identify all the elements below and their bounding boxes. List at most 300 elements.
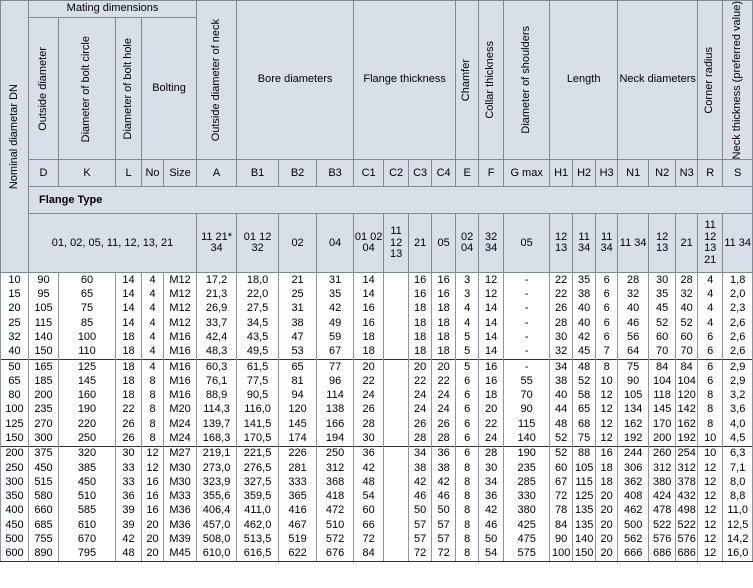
- table-cell: 8: [456, 518, 479, 532]
- table-cell: 755: [29, 533, 59, 547]
- table-cell: 18: [409, 331, 432, 345]
- table-cell: 36: [116, 490, 142, 504]
- table-cell: [384, 504, 409, 518]
- table-cell: 194: [317, 432, 354, 447]
- table-cell: 16,0: [723, 547, 753, 562]
- table-cell: 18: [354, 345, 384, 360]
- table-cell: 50: [479, 533, 504, 547]
- table-cell: 46: [409, 490, 432, 504]
- table-cell: 6: [596, 302, 618, 316]
- table-cell: 16: [409, 273, 432, 288]
- symbol-cell: N3: [676, 160, 698, 187]
- table-cell: 235: [29, 403, 59, 417]
- table-cell: 34: [550, 360, 573, 375]
- table-cell: 24: [432, 403, 456, 417]
- table-cell: 22: [432, 374, 456, 388]
- table-cell: 18: [409, 316, 432, 330]
- table-cell: 55: [504, 374, 550, 388]
- table-cell: 14: [116, 273, 142, 288]
- table-cell: [384, 547, 409, 562]
- table-cell: M36: [164, 504, 197, 518]
- table-cell: 145: [279, 417, 317, 431]
- table-cell: 235: [504, 461, 550, 475]
- table-cell: 34: [409, 446, 432, 461]
- table-cell: 6: [698, 374, 723, 388]
- table-cell: 467: [279, 518, 317, 532]
- table-cell: 141,5: [237, 417, 279, 431]
- flange-type-cell: 01 12 32: [237, 214, 279, 273]
- table-cell: 30: [479, 461, 504, 475]
- table-cell: 46: [618, 316, 649, 330]
- table-cell: 8: [142, 389, 164, 403]
- table-cell: 116,0: [237, 403, 279, 417]
- table-cell: 7,1: [723, 461, 753, 475]
- table-cell: 522: [649, 518, 676, 532]
- table-cell: 226: [279, 446, 317, 461]
- table-cell: 32: [676, 288, 698, 302]
- table-cell: 385: [59, 461, 116, 475]
- table-cell: 45: [649, 302, 676, 316]
- table-cell: 38: [550, 374, 573, 388]
- table-cell: 6: [596, 273, 618, 288]
- symbol-cell: N2: [649, 160, 676, 187]
- table-cell: [384, 518, 409, 532]
- table-cell: 4: [698, 316, 723, 330]
- table-cell: 135: [573, 504, 596, 518]
- table-cell: 4: [698, 273, 723, 288]
- table-cell: 14: [479, 302, 504, 316]
- flange-type-cell: 12 13: [550, 214, 573, 273]
- table-cell: 323,9: [197, 476, 237, 490]
- table-cell: 52: [573, 374, 596, 388]
- table-cell: 28: [354, 417, 384, 431]
- symbol-cell: K: [59, 160, 116, 187]
- table-header: [1, 1, 753, 273]
- table-cell: 572: [317, 533, 354, 547]
- collar-thickness-header: Collar thickness: [479, 1, 504, 160]
- table-cell: 94: [279, 389, 317, 403]
- table-cell: 273,0: [197, 461, 237, 475]
- table-row: [1, 316, 753, 330]
- table-cell: 42: [409, 476, 432, 490]
- table-cell: M45: [164, 547, 197, 562]
- table-cell: 32: [618, 288, 649, 302]
- table-cell: 45: [573, 345, 596, 360]
- table-cell: 14,2: [723, 533, 753, 547]
- table-cell: M24: [164, 417, 197, 431]
- table-cell: 380: [649, 476, 676, 490]
- table-cell: 120: [677, 389, 696, 402]
- table-cell: 26: [116, 432, 142, 447]
- table-cell: 378: [677, 475, 696, 488]
- flange-type-cell: 11 34: [723, 214, 753, 273]
- table-cell: 2,9: [723, 360, 753, 375]
- table-cell: 3: [456, 273, 479, 288]
- table-cell: 17,2: [197, 273, 237, 288]
- table-cell: 18: [409, 302, 432, 316]
- table-cell: 60,3: [197, 360, 237, 375]
- flange-type-cell: 11 34: [573, 214, 596, 273]
- flange-type-cell: 05: [432, 214, 456, 273]
- table-cell: 65: [573, 403, 596, 417]
- table-cell: 118: [649, 389, 676, 403]
- table-cell: 8: [456, 461, 479, 475]
- flange-type-cell: 02 04: [456, 214, 479, 273]
- table-cell: 90: [618, 374, 649, 388]
- table-cell: 6: [698, 360, 723, 375]
- table-cell: 8: [698, 403, 723, 417]
- table-row: [1, 331, 753, 345]
- table-cell: 686: [676, 547, 698, 562]
- bore-diameters-header: Bore diameters: [237, 1, 354, 160]
- table-cell: 22: [550, 273, 573, 288]
- table-cell: 2,9: [723, 374, 753, 388]
- table-cell: 125: [59, 360, 116, 375]
- table-cell: 425: [504, 518, 550, 532]
- flange-type-cell: 01, 02, 05, 11, 12, 13, 21: [29, 214, 197, 273]
- table-cell: 510: [317, 518, 354, 532]
- table-cell: 46: [479, 518, 504, 532]
- table-cell: 192: [618, 432, 649, 447]
- table-cell: 145: [649, 403, 676, 417]
- table-cell: 190: [504, 446, 550, 461]
- table-cell: 519: [279, 533, 317, 547]
- table-cell: 362: [618, 476, 649, 490]
- table-cell: 18: [354, 331, 384, 345]
- symbol-cell: B2: [279, 160, 317, 187]
- table-cell: 330: [504, 490, 550, 504]
- table-cell: 67: [317, 345, 354, 360]
- table-cell: 67: [550, 476, 573, 490]
- table-cell: [384, 476, 409, 490]
- table-cell: 18: [116, 389, 142, 403]
- flange-type-cell: 32 34: [479, 214, 504, 273]
- table-cell: 22: [409, 374, 432, 388]
- table-cell: 406,4: [197, 504, 237, 518]
- table-cell: M20: [164, 403, 197, 417]
- table-cell: 65: [59, 288, 116, 302]
- table-cell: 10: [596, 374, 618, 388]
- table-cell: 76,1: [197, 374, 237, 388]
- symbol-cell: N1: [618, 160, 649, 187]
- table-cell: [384, 316, 409, 330]
- table-cell: 42: [354, 461, 384, 475]
- table-cell: 6: [596, 316, 618, 330]
- symbol-cell: C2: [384, 160, 409, 187]
- table-cell: 20: [409, 360, 432, 375]
- table-cell: 14: [479, 316, 504, 330]
- table-cell: 12: [698, 504, 723, 518]
- flange-type-cell: 11 34: [618, 214, 649, 273]
- table-cell: 6: [456, 403, 479, 417]
- table-cell: 160: [59, 389, 116, 403]
- table-cell: 75: [573, 432, 596, 447]
- symbol-cell: D: [29, 160, 59, 187]
- mating-dimensions-header: Mating dimensions: [29, 1, 197, 18]
- table-row: [1, 461, 753, 475]
- table-cell: 31: [279, 302, 317, 316]
- table-cell: 96: [317, 374, 354, 388]
- table-cell: 2,6: [723, 345, 753, 360]
- table-cell: [384, 374, 409, 388]
- table-cell: 57: [409, 533, 432, 547]
- table-cell: 78: [550, 504, 573, 518]
- table-cell: -: [504, 316, 550, 330]
- table-cell: 49,5: [237, 345, 279, 360]
- table-cell: 185: [29, 374, 59, 388]
- table-cell: 115: [573, 476, 596, 490]
- table-cell: 57: [432, 533, 456, 547]
- table-cell: 20: [142, 518, 164, 532]
- table-cell: 686: [649, 547, 676, 562]
- table-cell: 450: [59, 476, 116, 490]
- table-cell: 50: [432, 504, 456, 518]
- table-cell: 300: [29, 432, 59, 447]
- flange-type-row: [1, 214, 753, 273]
- table-cell: 44: [550, 403, 573, 417]
- table-cell: M33: [164, 490, 197, 504]
- table-cell: 580: [29, 490, 59, 504]
- table-cell: 6: [596, 288, 618, 302]
- table-cell: 8,8: [723, 490, 753, 504]
- table-cell: 30: [550, 331, 573, 345]
- table-cell: 6: [456, 432, 479, 447]
- table-cell: 1,8: [723, 273, 753, 288]
- table-cell: 10: [698, 432, 723, 447]
- table-cell: 39: [116, 504, 142, 518]
- table-cell: M12: [164, 316, 197, 330]
- table-cell: 6: [456, 389, 479, 403]
- table-cell: 890: [29, 547, 59, 562]
- table-cell: 350: [1, 490, 29, 504]
- table-cell: 31: [317, 273, 354, 288]
- table-cell: 40: [618, 302, 649, 316]
- table-cell: 368: [317, 476, 354, 490]
- length-header: Length: [550, 1, 618, 160]
- table-cell: 18: [596, 461, 618, 475]
- table-row: [1, 490, 753, 504]
- table-cell: 60: [59, 273, 116, 288]
- table-cell: 42: [479, 504, 504, 518]
- table-cell: 400: [1, 504, 29, 518]
- table-cell: 42: [317, 302, 354, 316]
- table-cell: -: [504, 288, 550, 302]
- table-cell: 685: [29, 518, 59, 532]
- table-cell: 120: [279, 403, 317, 417]
- table-cell: 30: [116, 446, 142, 461]
- table-cell: 38: [573, 288, 596, 302]
- table-cell: 77,5: [237, 374, 279, 388]
- outside-diameter-neck-header: Outside diameter of neck: [197, 1, 237, 160]
- neck-diameters-header: Neck diameters: [618, 1, 698, 160]
- table-cell: 8: [596, 360, 618, 375]
- table-cell: 450: [1, 518, 29, 532]
- bolt-hole-header: Diameter of bolt hole: [116, 18, 142, 160]
- table-cell: 472: [317, 504, 354, 518]
- symbol-cell: R: [698, 160, 723, 187]
- table-cell: M39: [164, 533, 197, 547]
- table-cell: 408: [618, 490, 649, 504]
- table-cell: 12: [698, 547, 723, 562]
- table-cell: 28: [618, 273, 649, 288]
- table-cell: 4: [698, 288, 723, 302]
- table-cell: 42: [573, 331, 596, 345]
- table-cell: 12: [698, 533, 723, 547]
- table-cell: 84: [354, 547, 384, 562]
- table-cell: 52: [649, 316, 676, 330]
- table-cell: 168,3: [197, 432, 237, 447]
- table-cell: 100: [1, 403, 29, 417]
- table-cell: 670: [59, 533, 116, 547]
- table-cell: 20: [142, 533, 164, 547]
- table-row: [1, 389, 753, 403]
- table-cell: 35: [649, 288, 676, 302]
- table-row: [1, 476, 753, 490]
- flange-type-cell: 11 12 13 21: [698, 214, 723, 273]
- nominal-diameter-header: Nominal diametar DN: [1, 1, 29, 273]
- table-cell: 8: [698, 389, 723, 403]
- table-cell: 312: [649, 461, 676, 475]
- table-cell: 2,6: [723, 316, 753, 330]
- table-cell: 22: [479, 417, 504, 431]
- table-cell: 100: [550, 547, 573, 562]
- table-cell: 8: [142, 432, 164, 447]
- table-cell: 4: [698, 302, 723, 316]
- table-cell: 21: [279, 273, 317, 288]
- table-cell: 6: [456, 374, 479, 388]
- table-cell: 12: [596, 403, 618, 417]
- table-cell: M30: [164, 461, 197, 475]
- table-cell: 244: [618, 446, 649, 461]
- table-row: [1, 518, 753, 532]
- table-cell: 24: [409, 389, 432, 403]
- table-cell: 70: [504, 389, 550, 403]
- table-cell: 60: [649, 331, 676, 345]
- table-cell: 35: [573, 273, 596, 288]
- table-cell: 90: [29, 273, 59, 288]
- table-cell: 30: [354, 432, 384, 447]
- table-cell: 72: [432, 547, 456, 562]
- table-cell: 418: [317, 490, 354, 504]
- table-cell: 68: [573, 417, 596, 431]
- table-cell: 260: [649, 446, 676, 461]
- table-cell: 40: [550, 389, 573, 403]
- table-cell: 61,5: [237, 360, 279, 375]
- table-cell: 14: [116, 302, 142, 316]
- table-cell: 43,5: [237, 331, 279, 345]
- table-cell: M16: [164, 345, 197, 360]
- table-cell: [384, 432, 409, 447]
- table-cell: 3,6: [723, 403, 753, 417]
- table-cell: -: [504, 302, 550, 316]
- table-cell: 12: [479, 273, 504, 288]
- table-cell: 28: [432, 432, 456, 447]
- table-cell: 150: [29, 345, 59, 360]
- table-cell: 77: [317, 360, 354, 375]
- corner-radius-header: Corner radius: [698, 1, 723, 160]
- symbol-cell: S: [723, 160, 753, 187]
- table-cell: 16: [479, 374, 504, 388]
- table-cell: 380: [504, 504, 550, 518]
- table-cell: 285: [504, 476, 550, 490]
- table-cell: 457,0: [197, 518, 237, 532]
- table-cell: 12: [142, 461, 164, 475]
- table-cell: 42: [116, 533, 142, 547]
- table-cell: 2,3: [723, 302, 753, 316]
- table-cell: 22: [550, 288, 573, 302]
- table-cell: 355,6: [197, 490, 237, 504]
- table-cell: 90: [550, 533, 573, 547]
- table-cell: 300: [1, 476, 29, 490]
- table-cell: 250: [1, 461, 29, 475]
- table-cell: 18: [432, 331, 456, 345]
- table-cell: M27: [164, 446, 197, 461]
- table-cell: 4: [142, 331, 164, 345]
- table-cell: 36: [354, 446, 384, 461]
- table-cell: 200: [29, 389, 59, 403]
- table-cell: 6: [456, 417, 479, 431]
- table-cell: 105: [618, 389, 649, 403]
- table-cell: 20: [596, 490, 618, 504]
- table-cell: 12: [698, 490, 723, 504]
- table-cell: 462,0: [237, 518, 279, 532]
- table-cell: 28: [550, 316, 573, 330]
- table-cell: 12: [698, 461, 723, 475]
- table-cell: 39: [116, 518, 142, 532]
- table-cell: 365: [279, 490, 317, 504]
- bolt-circle-header: Diameter of bolt circle: [59, 18, 116, 160]
- table-cell: 522: [677, 518, 696, 531]
- table-cell: [384, 288, 409, 302]
- table-cell: 38: [279, 316, 317, 330]
- table-cell: 16: [432, 288, 456, 302]
- table-cell: 138: [317, 403, 354, 417]
- table-cell: M36: [164, 518, 197, 532]
- table-cell: [384, 360, 409, 375]
- table-cell: 85: [59, 316, 116, 330]
- table-cell: 4,0: [723, 417, 753, 431]
- table-cell: 8: [456, 547, 479, 562]
- flange-type-cell: 11 12 13: [384, 214, 409, 273]
- symbol-cell: L: [116, 160, 142, 187]
- table-cell: 462: [618, 504, 649, 518]
- table-cell: 5: [456, 360, 479, 375]
- table-cell: 20: [1, 302, 29, 316]
- table-cell: 576: [677, 533, 696, 546]
- table-cell: 8: [142, 403, 164, 417]
- table-cell: 16: [142, 504, 164, 518]
- table-row: [1, 417, 753, 431]
- table-cell: 49: [317, 316, 354, 330]
- table-cell: 12: [698, 476, 723, 490]
- table-cell: 12,5: [723, 518, 753, 532]
- table-cell: 42,4: [197, 331, 237, 345]
- neck-thickness-header: Neck thickness (preferred value): [723, 1, 753, 160]
- table-cell: 676: [317, 547, 354, 562]
- table-cell: 306: [618, 461, 649, 475]
- table-cell: 432: [677, 490, 696, 503]
- symbol-cell: F: [479, 160, 504, 187]
- table-cell: 115: [29, 316, 59, 330]
- flange-type-cell: 21: [409, 214, 432, 273]
- table-cell: 105: [573, 461, 596, 475]
- table-cell: 52: [676, 316, 698, 330]
- table-cell: 22,0: [237, 288, 279, 302]
- table-cell: 610,0: [197, 547, 237, 562]
- table-cell: 66: [354, 518, 384, 532]
- table-cell: 56: [618, 331, 649, 345]
- table-body: [1, 273, 753, 562]
